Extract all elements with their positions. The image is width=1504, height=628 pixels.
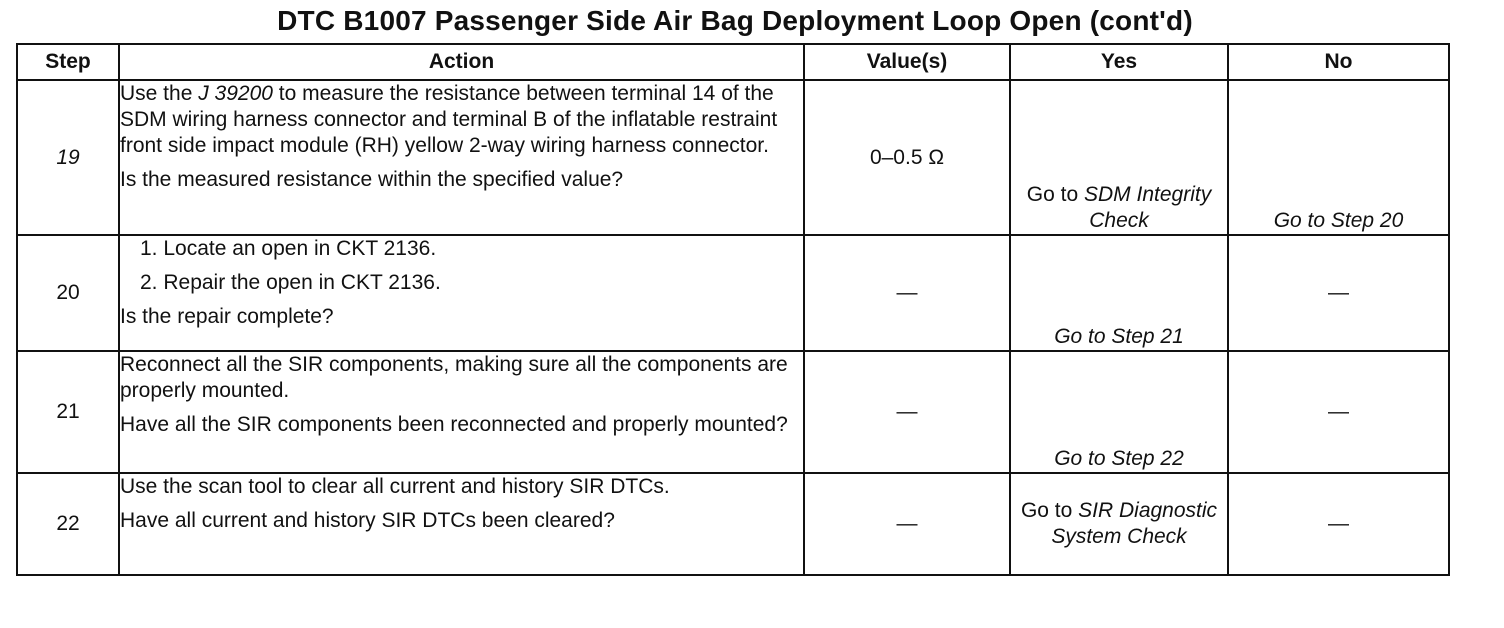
header-no: No: [1228, 44, 1449, 80]
table-row: [17, 351, 1449, 473]
action-question: Is the repair complete?: [120, 305, 334, 328]
value-cell: —: [804, 235, 1010, 351]
action-question: Is the measured resistance within the specified value?: [120, 168, 624, 191]
no-cell: [1228, 235, 1449, 351]
action-cell: [119, 351, 804, 473]
step-number: 19: [17, 80, 119, 235]
action-text: Reconnect all the SIR components, making sure all the components are properly mounted.: [120, 353, 788, 402]
action-list: [120, 236, 803, 296]
table-row: [17, 80, 1449, 235]
yes-cell: [1010, 80, 1228, 235]
yes-reference-link[interactable]: SIR Diagnostic System Check: [1051, 499, 1218, 548]
value-cell: —: [804, 351, 1010, 473]
action-cell: [119, 473, 804, 575]
header-action: Action: [119, 44, 804, 80]
header-yes: Yes: [1010, 44, 1228, 80]
action-list-item: 1. Locate an open in CKT 2136.: [140, 237, 437, 260]
table-row: [17, 473, 1449, 575]
no-cell: [1228, 473, 1449, 575]
no-dash: —: [1328, 400, 1349, 423]
table-row: [17, 235, 1449, 351]
no-dash: —: [1328, 281, 1349, 304]
action-text: Use the scan tool to clear all current and history SIR DTCs.: [120, 475, 670, 498]
step-number: 22: [17, 473, 119, 575]
header-step: Step: [17, 44, 119, 80]
action-cell: [119, 235, 804, 351]
no-dash: —: [1328, 512, 1349, 535]
no-cell: [1228, 351, 1449, 473]
action-question: Have all the SIR components been reconnected and properly mounted?: [120, 413, 788, 436]
action-list-item: 2. Repair the open in CKT 2136.: [140, 271, 441, 294]
value-cell: 0–0.5 Ω: [804, 80, 1010, 235]
document-title: DTC B1007 Passenger Side Air Bag Deployment Loop Open (cont'd): [277, 5, 1193, 36]
yes-cell[interactable]: Go to Step 22: [1010, 351, 1228, 473]
action-text: Use the J 39200 to measure the resistance between terminal 14 of the SDM wiring harness connector and terminal B of the inflatable restraint front side impact module (RH) yellow 2-way wiring harness connector.: [120, 82, 778, 157]
action-cell: [119, 80, 804, 235]
step-number: 20: [17, 235, 119, 351]
yes-prefix: Go to: [1020, 499, 1079, 522]
table-header-row: [17, 44, 1449, 80]
value-cell: —: [804, 473, 1010, 575]
no-cell[interactable]: Go to Step 20: [1228, 80, 1449, 235]
action-question: Have all current and history SIR DTCs been cleared?: [120, 509, 615, 532]
diagnostic-table: [16, 43, 1450, 576]
yes-cell: [1010, 473, 1228, 575]
yes-cell[interactable]: Go to Step 21: [1010, 235, 1228, 351]
header-values: Value(s): [804, 44, 1010, 80]
yes-prefix: Go to: [1026, 183, 1084, 206]
tool-reference: J 39200: [198, 82, 273, 105]
step-number: 21: [17, 351, 119, 473]
yes-reference-link[interactable]: SDM Integrity Check: [1084, 183, 1212, 232]
